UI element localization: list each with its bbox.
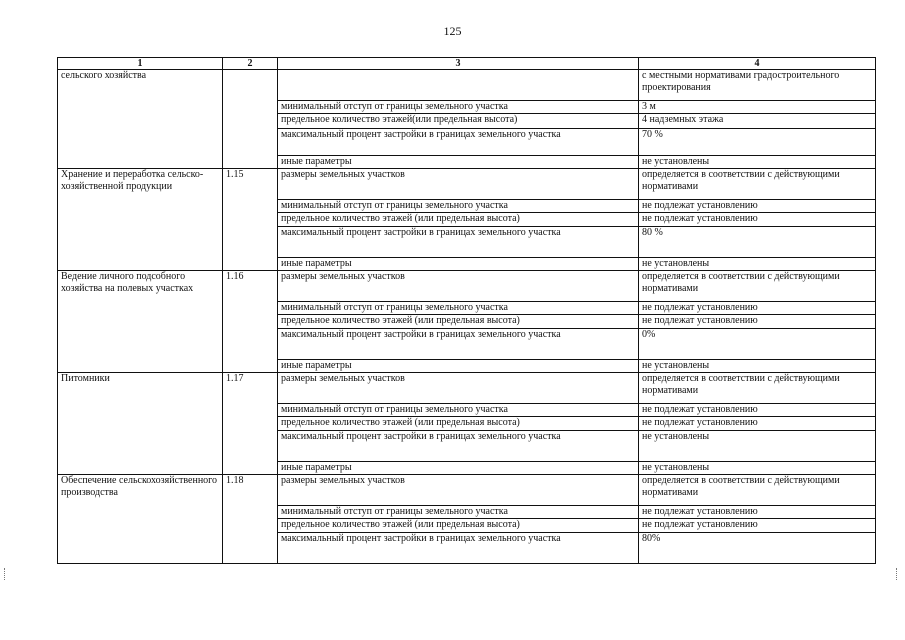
table-row [58,475,876,506]
parameter-cell: максимальный процент застройки в границах земельного участка [278,129,639,156]
parameter-cell: предельное количество этажей (или предельная высота) [278,519,639,533]
parameter-value-cell: определяется в соответствии с действующими нормативами [639,475,876,506]
land-use-code-cell: 1.17 [223,373,278,475]
parameter-value-cell: определяется в соответствии с действующими нормативами [639,271,876,302]
parameter-cell: максимальный процент застройки в границах земельного участка [278,329,639,360]
column-header-2: 2 [223,58,278,70]
parameter-cell: размеры земельных участков [278,169,639,200]
parameter-cell: предельное количество этажей (или предельная высота) [278,417,639,431]
land-use-type-cell: сельского хозяйства [58,70,223,169]
land-use-type-cell: Ведение личного подсобного хозяйства на полевых участках [58,271,223,373]
parameter-cell: минимальный отступ от границы земельного участка [278,200,639,213]
parameter-cell: предельное количество этажей(или предельная высота) [278,114,639,129]
parameter-cell: иные параметры [278,360,639,373]
parameter-cell: минимальный отступ от границы земельного участка [278,404,639,417]
parameter-cell: минимальный отступ от границы земельного участка [278,302,639,315]
parameter-cell: иные параметры [278,156,639,169]
parameter-value-cell: не установлены [639,431,876,462]
parameter-cell: размеры земельных участков [278,373,639,404]
parameter-value-cell: не подлежат установлению [639,302,876,315]
parameter-cell: размеры земельных участков [278,271,639,302]
parameter-cell: иные параметры [278,258,639,271]
column-header-1: 1 [58,58,223,70]
parameter-value-cell: не подлежат установлению [639,417,876,431]
parameter-value-cell: не подлежат установлению [639,200,876,213]
parameter-value-cell: 4 надземных этажа [639,114,876,129]
table-row [58,169,876,200]
parameter-cell: иные параметры [278,462,639,475]
parameter-value-cell: определяется в соответствии с действующими нормативами [639,373,876,404]
page-number: 125 [443,24,462,38]
parameter-cell: размеры земельных участков [278,475,639,506]
parameter-value-cell: не подлежат установлению [639,519,876,533]
column-header-3: 3 [278,58,639,70]
table-row [58,271,876,302]
parameter-cell: максимальный процент застройки в границах земельного участка [278,533,639,564]
parameter-value-cell: 80% [639,533,876,564]
parameter-cell: минимальный отступ от границы земельного участка [278,101,639,114]
land-use-code-cell: 1.15 [223,169,278,271]
parameter-value-cell: 70 % [639,129,876,156]
parameter-cell: минимальный отступ от границы земельного участка [278,506,639,519]
parameter-cell: предельное количество этажей (или предельная высота) [278,315,639,329]
table-row [58,373,876,404]
parameter-value-cell: 80 % [639,227,876,258]
parameter-value-cell: не установлены [639,258,876,271]
table-row [58,70,876,101]
land-use-type-cell: Обеспечение сельскохозяйственного производства [58,475,223,564]
parameter-value-cell: не подлежат установлению [639,213,876,227]
land-use-code-cell: 1.16 [223,271,278,373]
land-use-type-cell: Питомники [58,373,223,475]
column-header-4: 4 [639,58,876,70]
parameter-cell: предельное количество этажей (или предельная высота) [278,213,639,227]
parameter-value-cell: 3 м [639,101,876,114]
parameter-value-cell: не подлежат установлению [639,404,876,417]
table-header [58,58,876,70]
parameter-value-cell: не подлежат установлению [639,506,876,519]
regulations-table [57,57,876,564]
parameter-cell [278,70,639,101]
scan-edge-mark-right [896,568,899,580]
parameter-value-cell: не установлены [639,156,876,169]
scan-edge-mark-left [4,568,7,580]
table-body [58,70,876,564]
land-use-type-cell: Хранение и переработка сельско-хозяйственной продукции [58,169,223,271]
parameter-value-cell: определяется в соответствии с действующими нормативами [639,169,876,200]
parameter-cell: максимальный процент застройки в границах земельного участка [278,227,639,258]
parameter-value-cell: с местными нормативами градостроительного проектирования [639,70,876,101]
parameter-value-cell: не установлены [639,360,876,373]
header-row [58,58,876,70]
parameter-value-cell: не установлены [639,462,876,475]
land-use-code-cell: 1.18 [223,475,278,564]
land-use-code-cell [223,70,278,169]
parameter-value-cell: 0% [639,329,876,360]
parameter-value-cell: не подлежат установлению [639,315,876,329]
parameter-cell: максимальный процент застройки в границах земельного участка [278,431,639,462]
